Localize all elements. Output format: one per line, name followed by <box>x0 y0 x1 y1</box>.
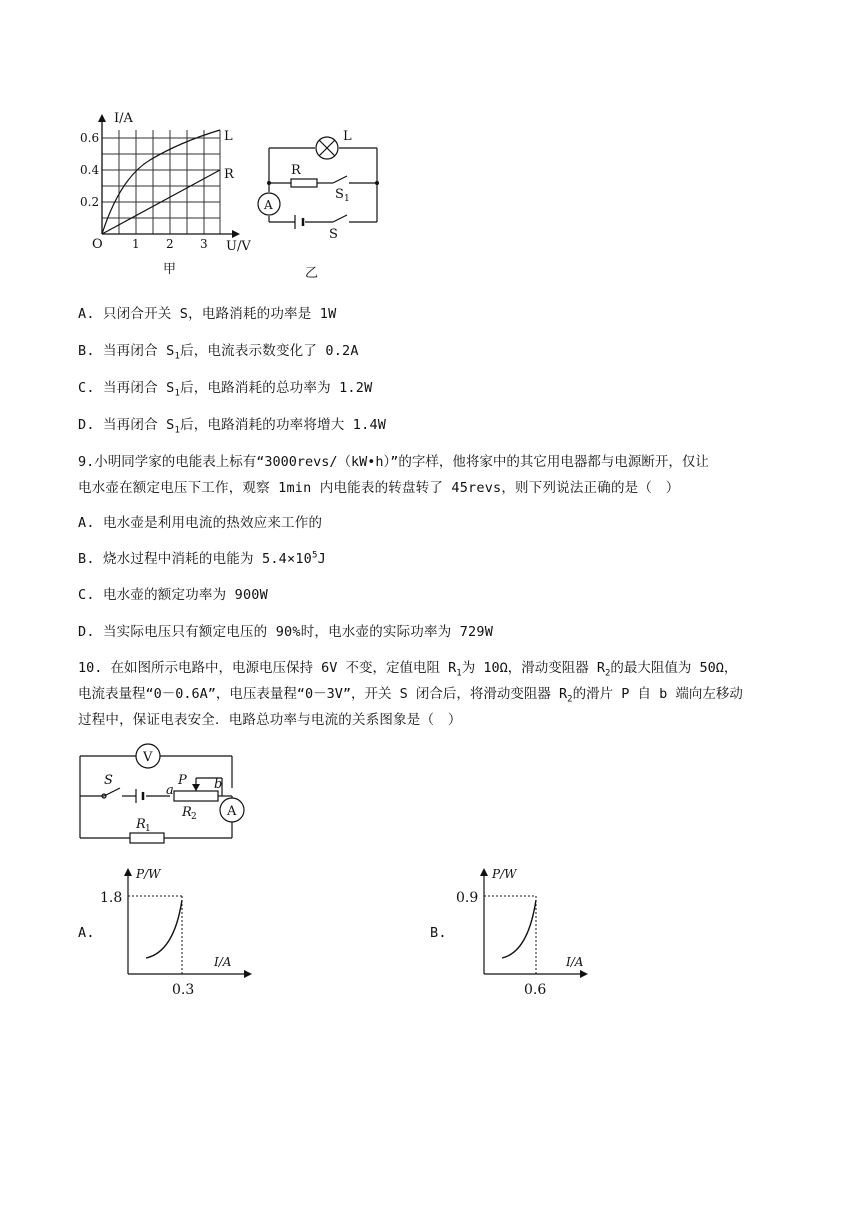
ammeter-label: A <box>227 804 237 819</box>
q9-stem-line1: 9.小明同学家的电能表上标有“3000revs/（kW•h）”的字样，他将家中的其它用电器都与电源断开，仅让 <box>78 454 709 470</box>
q8-option-a: A. 只闭合开关 S，电路消耗的功率是 1W <box>78 306 337 322</box>
x-axis-label: I/A <box>214 955 232 969</box>
option-a-graph <box>96 862 266 1002</box>
slider-label: P <box>178 773 187 788</box>
q10-stem-line1: 10. 在如图所示电路中，电源电压保持 6V 不变，定值电阻 $R_1$为 10Ω，滑动变阻器 $R_2$的最大阻值为 50Ω， <box>78 660 738 679</box>
y-axis-label: P/W <box>136 867 161 881</box>
x-tick-label: 3 <box>200 237 208 251</box>
resistor-label: R <box>291 163 301 178</box>
switch-label: S <box>104 773 113 788</box>
y-value-label: 1.8 <box>100 890 123 906</box>
origin-label: O <box>92 237 103 252</box>
q9-option-d: D. 当实际电压只有额定电压的 90%时，电水壶的实际功率为 729W <box>78 624 494 640</box>
y-axis-label: P/W <box>492 867 517 881</box>
q9-stem-line2: 电水壶在额定电压下工作，观察 1min 内电能表的转盘转了 45revs，则下列说法正确的是（ ） <box>78 480 680 496</box>
switch1-sub: 1 <box>344 194 350 204</box>
y-tick-label: 0.6 <box>80 131 100 145</box>
y-value-label: 0.9 <box>456 890 479 906</box>
lamp-label: L <box>343 129 352 144</box>
x-tick-label: 1 <box>132 237 140 251</box>
y-tick-label: 0.2 <box>80 195 100 209</box>
q8-option-c: C. 当再闭合 $S_1$后，电路消耗的总功率为 1.2W <box>78 380 373 399</box>
end-a-label: a <box>166 783 174 798</box>
figure-jia-caption: 甲 <box>163 262 177 277</box>
x-axis-label: U/V <box>226 239 251 254</box>
r1-sub: 1 <box>145 824 151 834</box>
switch-label: S <box>329 227 338 241</box>
q8-option-b: B. 当再闭合 $S_1$后，电流表示数变化了 0.2A <box>78 343 359 362</box>
figure-yi-caption: 乙 <box>305 266 319 281</box>
curve-L-label: L <box>224 129 233 144</box>
x-value-label: 0.6 <box>524 982 547 998</box>
q10-stem-line2: 电流表量程“0－0.6A”，电压表量程“0－3V”，开关 S 闭合后，将滑动变阻器 $R_2$的滑片 P 自 b 端向左移动 <box>78 686 743 705</box>
circuit-q10 <box>74 738 254 850</box>
q10-option-b-letter: B. <box>430 925 447 941</box>
circuit-yi <box>255 126 385 241</box>
voltmeter-label: V <box>143 750 153 765</box>
q10-stem-line3: 过程中，保证电表安全．电路总功率与电流的关系图象是（ ） <box>78 712 462 728</box>
y-tick-label: 0.4 <box>80 163 100 177</box>
end-b-label: b <box>214 777 223 792</box>
y-axis-label: I/A <box>114 111 133 126</box>
q8-option-d: D. 当再闭合 $S_1$后，电路消耗的功率将增大 1.4W <box>78 417 387 436</box>
x-value-label: 0.3 <box>172 982 195 998</box>
r2-label: R <box>182 805 192 820</box>
q10-option-a-letter: A. <box>78 925 95 941</box>
x-tick-label: 2 <box>166 237 174 251</box>
q9-option-b: B. 烧水过程中消耗的电能为 $5.4\times 10^5J$ <box>78 550 326 567</box>
option-b-graph <box>452 862 622 1002</box>
q9-option-a: A. 电水壶是利用电流的热效应来工作的 <box>78 515 323 531</box>
q9-option-c: C. 电水壶的额定功率为 900W <box>78 587 268 603</box>
r2-sub: 2 <box>191 812 197 822</box>
r1-label: R <box>136 817 146 832</box>
rheostat-r2 <box>174 791 218 801</box>
x-axis-label: I/A <box>566 955 584 969</box>
graph-jia <box>80 108 270 258</box>
resistor-r1 <box>130 833 164 843</box>
ammeter-label: A <box>264 198 273 212</box>
switch1-label: S <box>335 187 344 202</box>
line-R-label: R <box>224 167 234 182</box>
